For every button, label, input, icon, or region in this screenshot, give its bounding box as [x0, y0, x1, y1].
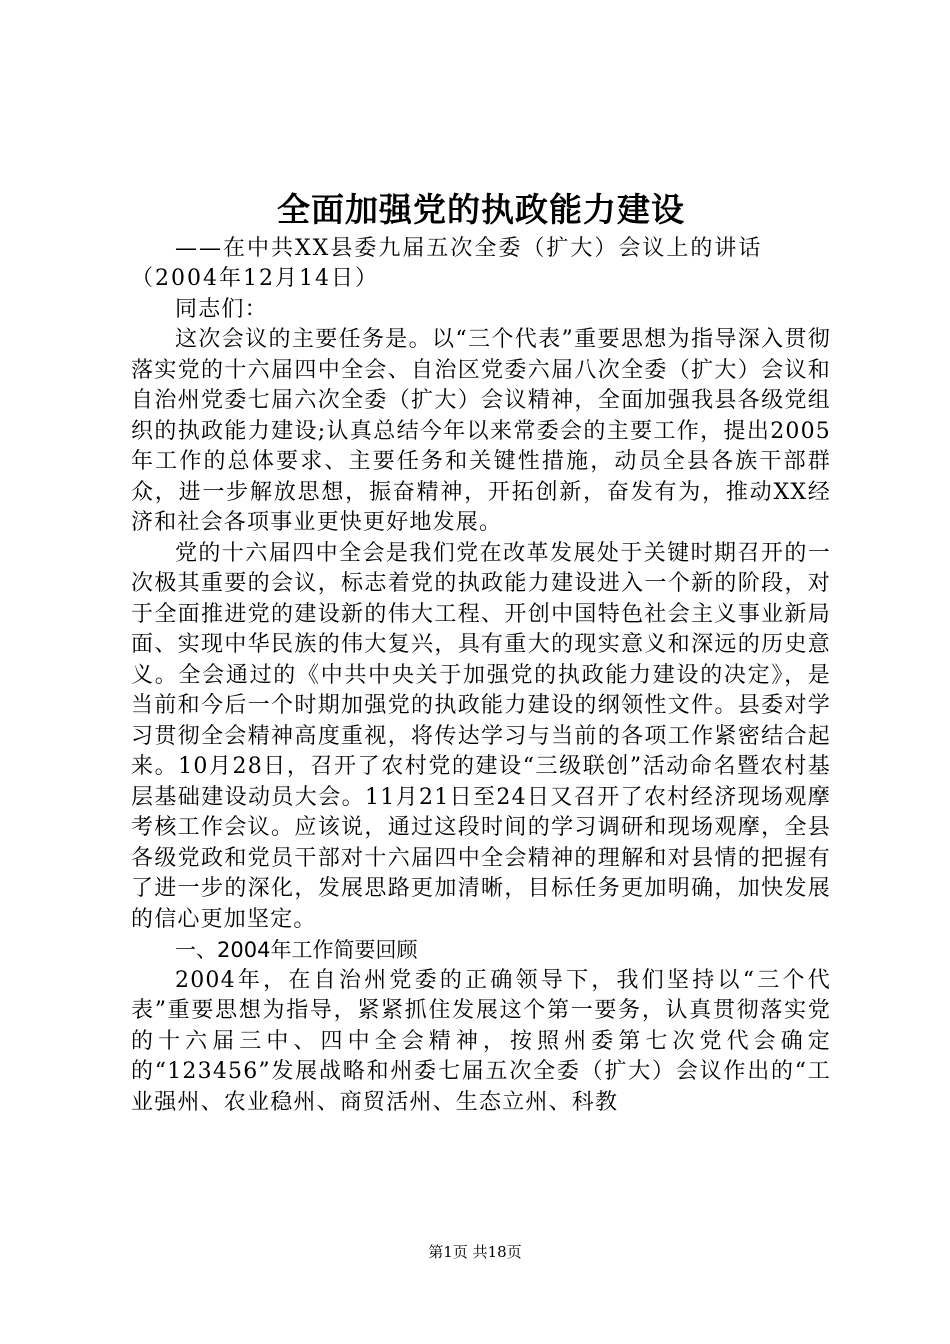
paragraph-2: 党的十六届四中全会是我们党在改革发展处于关键时期召开的一次极其重要的会议，标志着党的执政能力建设进入一个新的阶段，对于全面推进党的建设新的伟大工程、开创中国特色社会主义事业新局面、实现中华民族的伟大复兴，具有重大的现实意义和深远的历史意义。全会通过的《中共中央关于加强党的执政能力建设的决定》，是当前和今后一个时期加强党的执政能力建设的纲领性文件。县委对学习贯彻全会精神高度重视，将传达学习与当前的各项工作紧密结合起来。10月28日，召开了农村党的建设“三级联创”活动命名暨农村基层基础建设动员大会。11月21日至24日又召开了农村经济现场观摩考核工作会议。应该说，通过这段时间的学习调研和现场观摩，全县各级党政和党员干部对十六届四中全会精神的理解和对县情的把握有了进一步的深化，发展思路更加清晰，目标任务更加明确，加快发展的信心更加坚定。: [131, 540, 831, 932]
document-date: （2004年12月14日）: [131, 266, 379, 291]
document-subtitle: ——在中共XX县委九届五次全委（扩大）会议上的讲话: [175, 236, 763, 261]
document-title: 全面加强党的执政能力建设: [277, 190, 685, 229]
section-paragraph: 2004年，在自治州党委的正确领导下，我们坚持以“三个代表”重要思想为指导，紧紧抓住发展这个第一要务，认真贯彻落实党的十六届三中、四中全会精神，按照州委第七次党代会确定的“123456”发展战略和州委七届五次全委（扩大）会议作出的“工业强州、农业稳州、商贸活州、生态立州、科教: [131, 967, 831, 1115]
page-footer: 第1页 共18页: [428, 1243, 522, 1261]
section-heading: 一、2004年工作简要回顾: [175, 938, 418, 962]
document-body: [131, 188, 831, 1118]
salutation: 同志们：: [175, 296, 268, 322]
paragraph-1: 这次会议的主要任务是。以“三个代表”重要思想为指导深入贯彻落实党的十六届四中全会、自治区党委六届八次全委（扩大）会议和自治州党委七届六次全委（扩大）会议精神，全面加强我县各级党组织的执政能力建设;认真总结今年以来常委会的主要工作，提出2005年工作的总体要求、主要任务和关键性措施，动员全县各族干部群众，进一步解放思想，振奋精神，开拓创新，奋发有为，推动XX经济和社会各项事业更快更好地发展。: [131, 327, 831, 535]
